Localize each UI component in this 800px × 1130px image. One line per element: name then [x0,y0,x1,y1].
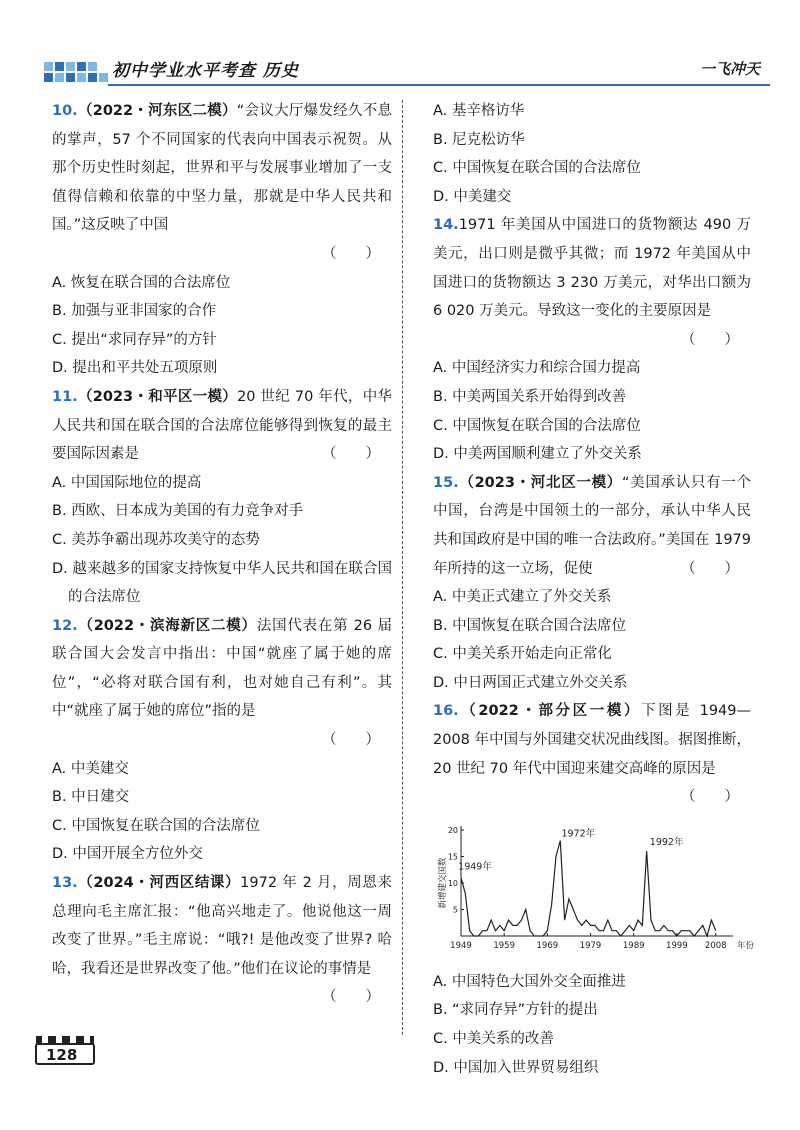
option-a[interactable]: A. 中国国际地位的提高 [52,474,202,491]
answer-blank[interactable]: （ ） [681,560,739,577]
question-number: 12. [52,617,78,634]
question-stem: 20 世纪 70 年代，中华人民共和国在联合国的合法席位能够得到恢复的最主要国际因素是 [52,388,392,463]
option-d[interactable]: D. 中国开展全方位外交 [52,846,203,863]
x-tick-label: 1969 [536,940,559,951]
option-b[interactable]: B. “求同存异”方针的提出 [433,1002,598,1019]
option-d[interactable]: D. 提出和平共处五项原则 [52,360,218,377]
option-d[interactable]: D. 中美两国顺利建立了外交关系 [433,446,642,463]
question-source: （2022・部分区一模） [458,703,642,720]
question-stem: 1972 年 2 月，周恩来总理向毛主席汇报：“他高兴地走了。他说他这一周改变了世界。”毛主席说：“哦?! 是他改变了世界? 哈哈，我看还是世界改变了他。”他们在议论的事情是 [52,875,392,977]
question-number: 14. [433,217,459,234]
peak-label: 1972年 [561,828,596,840]
option-d[interactable]: D. 中国加入世界贸易组织 [433,1059,599,1076]
page-number-badge [32,1032,102,1072]
question-source: （2022・滨海新区二模） [77,617,257,634]
option-c[interactable]: C. 美苏争霸出现苏攻美守的态势 [52,531,260,548]
option-b[interactable]: B. 加强与亚非国家的合作 [52,303,217,320]
right-column [433,97,755,1082]
option-c[interactable]: C. 中国恢复在联合国的合法席位 [52,817,260,834]
peak-label: 1949年 [458,861,492,873]
question-14 [433,211,751,468]
x-tick-label: 1999 [666,940,688,951]
x-tick-label: 1949 [450,940,472,951]
option-a[interactable]: A. 中国特色大国外交全面推进 [433,973,626,990]
chart-svg [433,818,755,968]
option-b[interactable]: B. 尼克松访华 [433,131,525,148]
option-d[interactable]: D. 越来越多的国家支持恢复中华人民共和国在联合国的合法席位 [52,560,392,606]
x-tick-label: 1979 [579,940,602,951]
page-header [0,0,800,95]
option-c[interactable]: C. 中美关系开始走向正常化 [433,646,612,663]
x-tick-label: 1989 [622,940,645,951]
left-column [52,97,392,1012]
answer-blank[interactable]: （ ） [681,789,739,806]
column-divider [402,100,403,1035]
option-a[interactable]: A. 中国经济实力和综合国力提高 [433,360,641,377]
option-d[interactable]: D. 中美建交 [433,188,512,205]
option-b[interactable]: B. 中美两国关系开始得到改善 [433,388,627,405]
question-15 [433,469,751,698]
y-axis-label: 新增建交国数 [438,857,448,909]
question-16 [433,697,755,1082]
answer-blank[interactable]: （ ） [322,446,380,463]
header-brand: 一飞冲天 [699,60,760,78]
y-tick-label: 10 [447,878,458,888]
option-c[interactable]: C. 中国恢复在联合国的合法席位 [433,417,641,434]
y-tick-label: 5 [452,905,458,915]
question-11 [52,383,392,612]
question-stem: “会议大厅爆发经久不息的掌声，57 个不同国家的代表向中国表示祝贺。从那个历史性时刻起，世界和平与发展事业增加了一支值得信赖和依靠的中坚力量，那就是中华人民共和国。”这反映了中国 [52,103,392,234]
option-c[interactable]: C. 中美关系的改善 [433,1031,554,1048]
option-c[interactable]: C. 中国恢复在联合国的合法席位 [433,160,641,177]
answer-blank[interactable]: （ ） [322,989,380,1006]
answer-blank[interactable]: （ ） [322,245,380,262]
question-13 [52,869,392,1006]
header-title: 初中学业水平考查 历史 [112,61,299,81]
option-b[interactable]: B. 西欧、日本成为美国的有力竞争对手 [52,503,304,520]
question-12 [52,612,392,869]
question-number: 13. [52,875,78,892]
question-source: （2023・和平区一模） [77,388,238,405]
option-b[interactable]: B. 中国恢复在联合国合法席位 [433,617,627,634]
peak-label: 1992年 [649,837,684,849]
question-source: （2023・河北区一模） [458,474,622,491]
question-10 [52,97,392,383]
question-number: 11. [52,388,78,405]
x-tick-label: 1959 [493,940,515,951]
series-line [461,840,716,935]
answer-blank[interactable]: （ ） [322,732,380,749]
question-stem: 法国代表在第 26 届联合国大会发言中指出：中国“就座了属于她的席位”，“必将对联合国有利，也对她自己有利”。其中“就座了属于她的席位”指的是 [52,617,392,720]
option-b[interactable]: B. 中日建交 [52,789,130,806]
page-number: 128 [46,1046,78,1064]
option-a[interactable]: A. 中美正式建立了外交关系 [433,589,612,606]
header-rule [108,84,770,86]
answer-blank[interactable]: （ ） [681,331,739,348]
question-number: 15. [433,474,459,491]
question-source: （2022・河东区二模） [77,103,237,119]
x-axis-label: 年份 [737,940,755,951]
y-tick-label: 20 [447,825,458,835]
option-a[interactable]: A. 中美建交 [52,760,129,777]
option-c[interactable]: C. 提出“求同存异”的方针 [52,331,217,348]
option-a[interactable]: A. 基辛格访华 [433,103,525,119]
question-source: （2024・河西区结课） [77,875,241,892]
question-number: 10. [52,103,78,119]
x-tick-label: 2008 [704,940,727,951]
question-number: 16. [433,703,459,720]
question-stem: “美国承认只有一个中国，台湾是中国领土的一部分，承认中华人民共和国政府是中国的唯一合法政府。”美国在 1979 年所持的这一立场，促使 [433,474,751,577]
option-a[interactable]: A. 恢复在联合国的合法席位 [52,274,231,291]
question-stem: 下图是 1949—2008 年中国与外国建交状况曲线图。据图推断，20 世纪 70 年代中国迎来建交高峰的原因是 [433,703,751,777]
diplomacy-chart [433,818,755,968]
question-13-options [433,97,751,211]
question-stem: 1971 年美国从中国进口的货物额达 490 万美元，出口则是微乎其微；而 1972 年美国从中国进口的货物额达 3 230 万美元，对华出口额为 6 020 万美元。导致这一变化的主要原因是 [433,217,751,320]
option-d[interactable]: D. 中日两国正式建立外交关系 [433,674,628,691]
y-tick-label: 15 [447,852,458,862]
